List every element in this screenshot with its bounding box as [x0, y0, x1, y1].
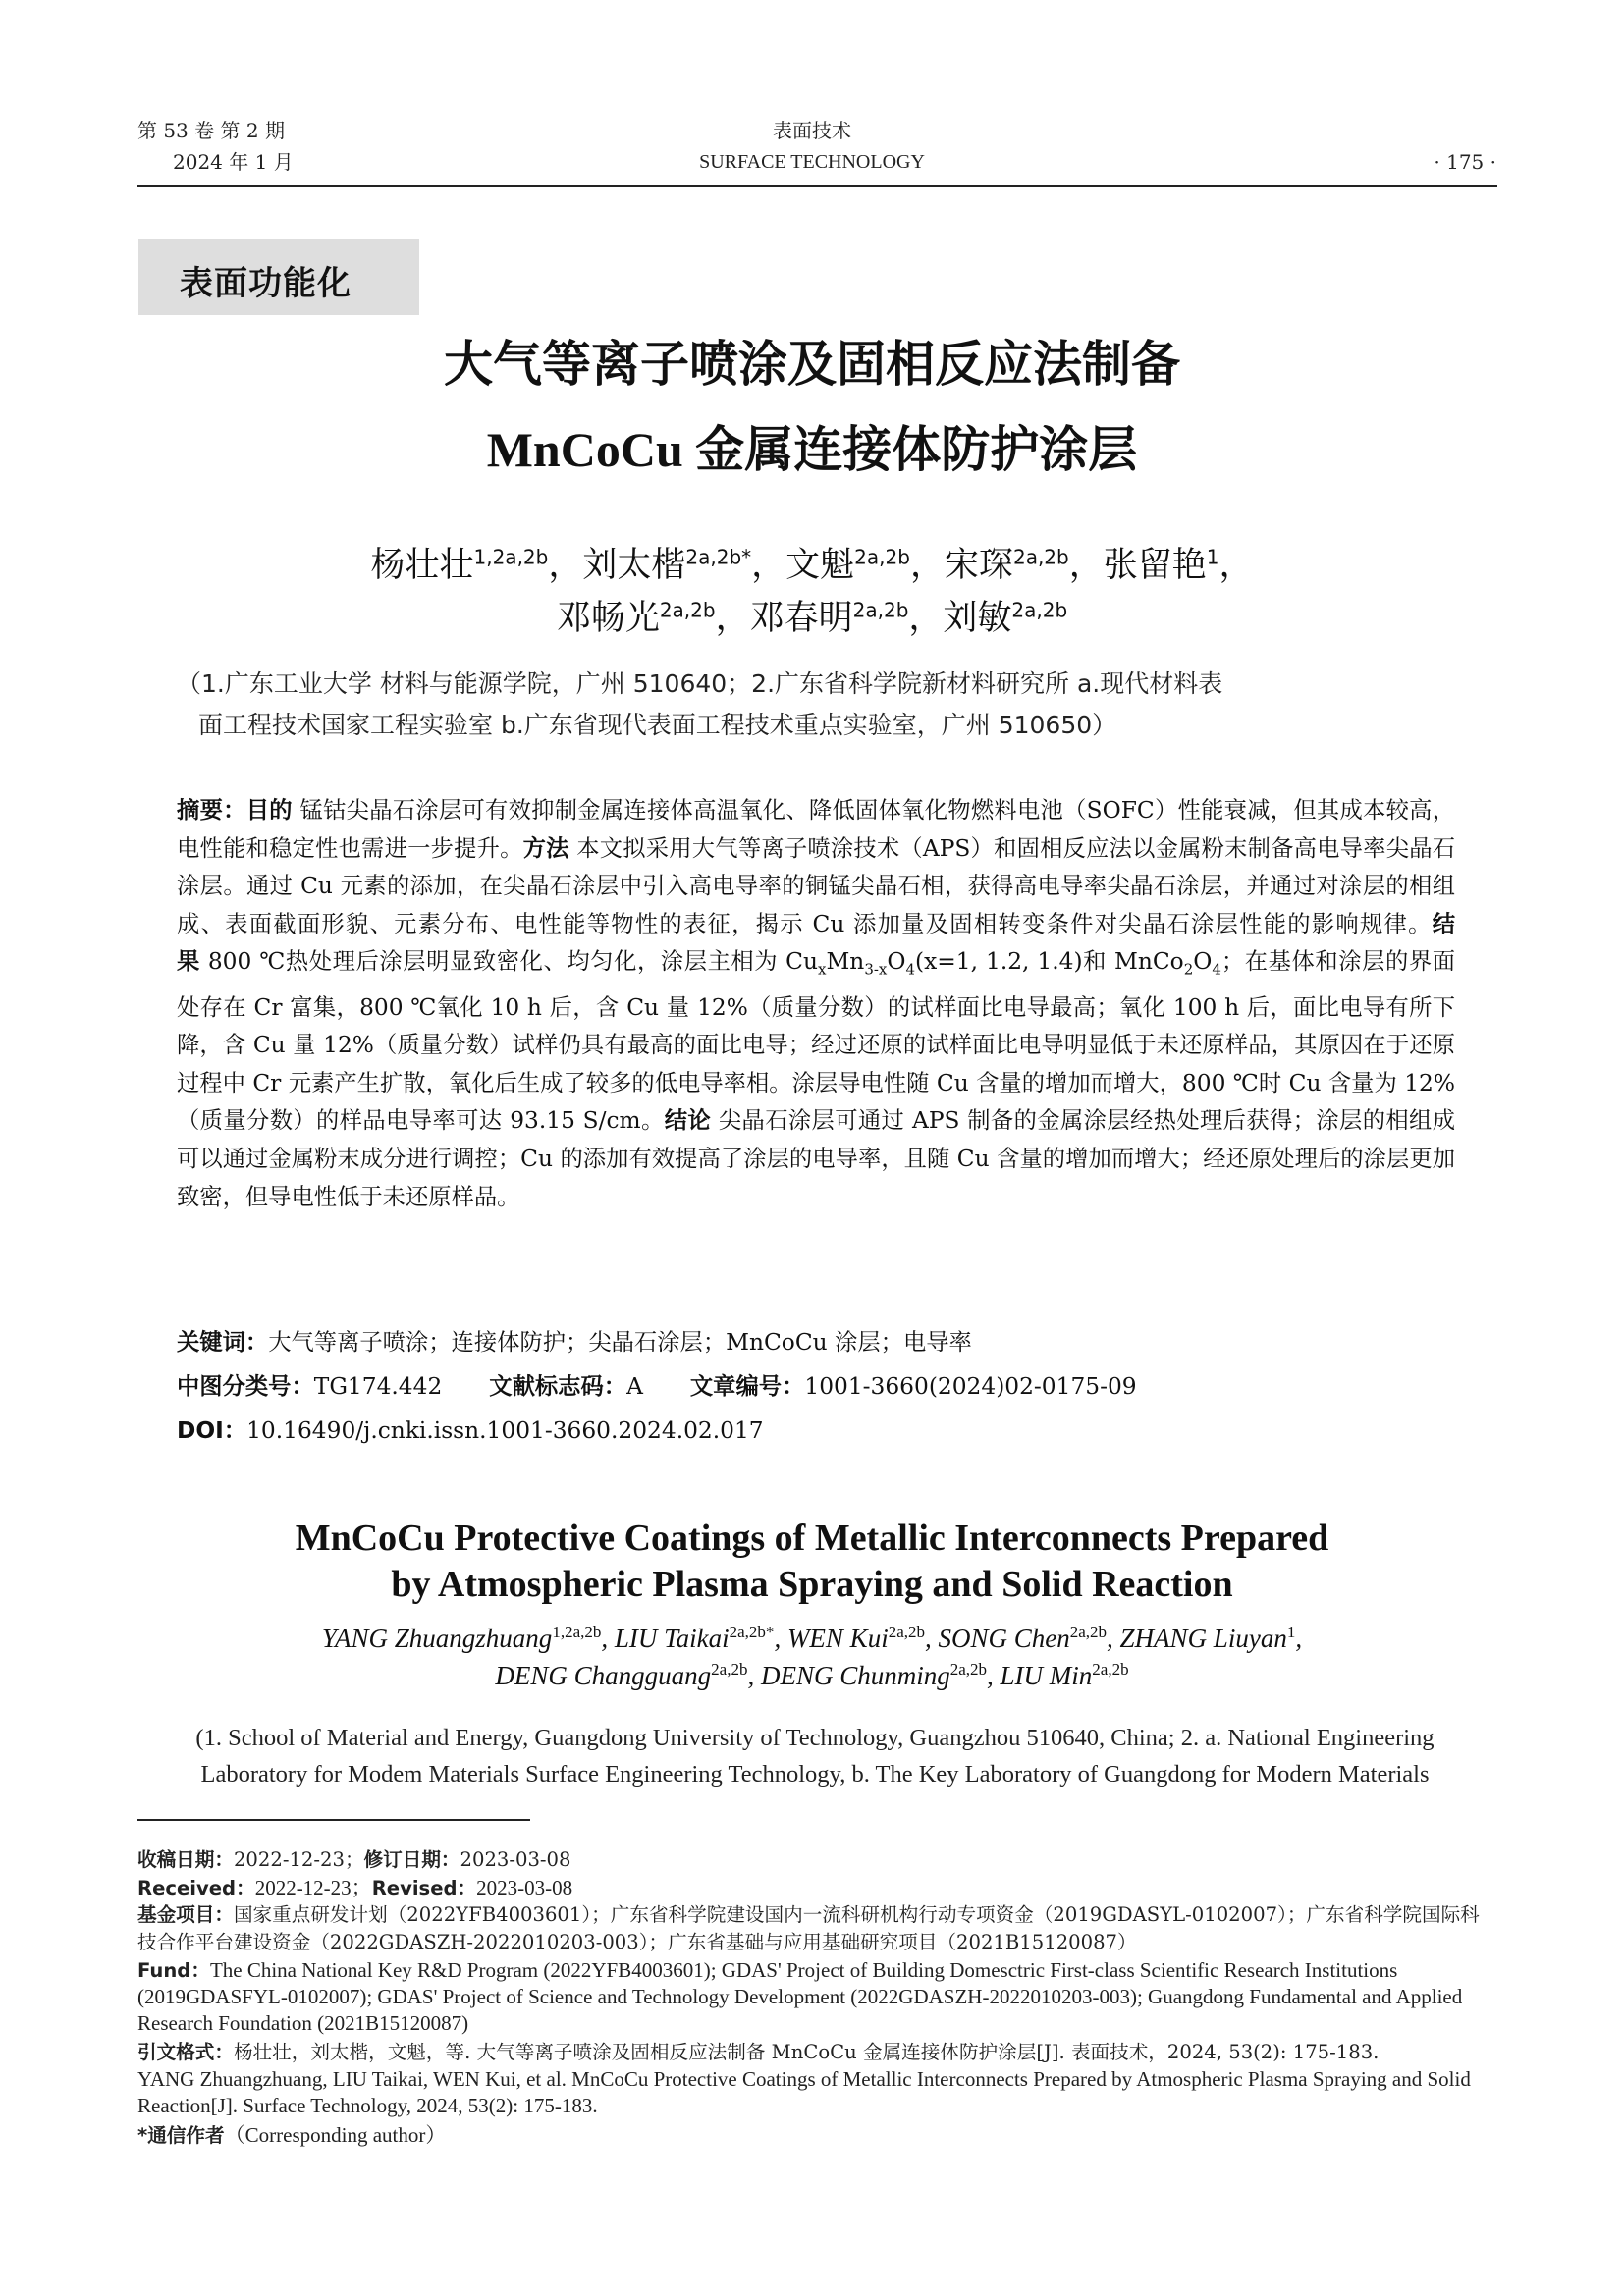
purpose-label: 目的 [245, 797, 293, 824]
author-separator: ， [751, 546, 786, 585]
citation-cn [137, 2039, 1498, 2066]
method-label: 方法 [522, 834, 569, 862]
revised-cn-value: 2023-03-08 [460, 1848, 571, 1871]
received-cn-label: 收稿日期： [137, 1848, 234, 1871]
abstract [177, 792, 1455, 1216]
author-name: 宋琛 [944, 546, 1013, 585]
article-no-label: 文章编号： [689, 1373, 805, 1400]
author-affiliation-mark: 2a,2b [852, 598, 909, 622]
issue-date: 2024 年 1 月 [173, 150, 294, 174]
affiliation-en [177, 1720, 1453, 1792]
abstract-method: 本文拟采用大气等离子喷涂技术（APS）和固相反应法以金属粉末制备高电导率尖晶石涂层。通过 Cu 元素的添加，在尖晶石涂层中引入高电导率的铜锰尖晶石相，获得高电导率尖晶石涂层，并通过对涂层的相组成、表面截面形貌、元素分布、电性能等物性的表征，揭示 Cu 添加量及固相转变条件对尖晶石涂层性能的影响规律。 [177, 834, 1456, 937]
corresponding-label: *通信作者 [137, 2124, 225, 2147]
authors-en-line1 [0, 1620, 1624, 1657]
classification [177, 1370, 1137, 1404]
fund-en-label: Fund： [137, 1959, 210, 1982]
category-tag [138, 239, 419, 315]
fund-en-text: The China National Key R&D Program (2022YFB4003601); GDAS' Project of Building Domesctric First-class Scientific Research Institutions (2019GDASFYL-0102007); GDAS' Project of Science and Technology Development (2022GDASZH-2022010203-003); Guangdong Fundamental and Applied Research Foundation (2021B15120087) [137, 1958, 1463, 2035]
abstract-purpose: 锰钴尖晶石涂层可有效抑制金属连接体高温氧化、降低固体氧化物燃料电池（SOFC）性能衰减，但其成本较高，电性能和稳定性也需进一步提升。 [177, 797, 1456, 862]
author-affiliation-mark: 2a,2b [888, 1623, 925, 1641]
affiliation-cn-line1: （1.广东工业大学 材料与能源学院，广州 510640；2.广东省科学院新材料研究所 a.现代材料表 [177, 669, 1223, 698]
footnote-rule [137, 1819, 530, 1821]
received-cn [137, 1846, 1498, 1874]
author-separator: , [925, 1624, 939, 1653]
abstract-result-c: O [887, 948, 906, 976]
journal-name-en: SURFACE TECHNOLOGY [699, 151, 925, 173]
author-affiliation-mark: 2a,2b [949, 1660, 988, 1679]
citation-cn-text: 杨壮壮，刘太楷，文魁，等. 大气等离子喷涂及固相反应法制备 MnCoCu 金属连接体防护涂层[J]. 表面技术，2024, 53(2): 175-183. [233, 2041, 1380, 2063]
sub-3x: 3-x [864, 961, 888, 980]
author-affiliation-mark: 1,2a,2b [473, 545, 549, 569]
citation-cn-label: 引文格式： [137, 2041, 234, 2063]
title-cn-line1: 大气等离子喷涂及固相反应法制备 [444, 336, 1180, 393]
corresponding-author [137, 2121, 1498, 2150]
author-separator: ， [715, 599, 750, 638]
author-affiliation-mark: 2a,2b [711, 1660, 748, 1679]
result-label: 结果 [177, 910, 1455, 976]
clc-value: TG174.442 [313, 1373, 443, 1400]
received-cn-value: 2022-12-23； [233, 1848, 364, 1871]
clc-label: 中图分类号： [177, 1373, 314, 1400]
revised-cn-label: 修订日期： [363, 1848, 460, 1871]
keywords [177, 1326, 972, 1360]
author-name: SONG Chen [938, 1624, 1070, 1653]
abstract-result-f: ；在基体和涂层的界面处存在 Cr 富集，800 ℃氧化 10 h 后，含 Cu 量 12%（质量分数）的试样面比电导最高；氧化 100 h 后，面比电导有所下降，含 Cu 量 12%（质量分数）试样仍具有最高的面比电导；经过还原的试样面比电导明显低于未还原样品，其原因在于还原过程中 Cr 元素产生扩散，氧化后生成了较多的低电导率相。涂层导电性随 Cu 含量的增加而增大，800 ℃时 Cu 含量为 12%（质量分数）的样品电导率可达 93.15 S/cm。 [177, 948, 1456, 1135]
affiliation-en-line2: Laboratory for Modem Materials Surface Engineering Technology, b. The Key Laboratory of Guangdong for Modern Materials [200, 1761, 1430, 1788]
author-separator: , [774, 1624, 787, 1653]
author-name: 文魁 [785, 546, 855, 585]
keywords-text: 大气等离子喷涂；连接体防护；尖晶石涂层；MnCoCu 涂层；电导率 [268, 1329, 972, 1356]
author-affiliation-mark: 1 [1286, 1623, 1296, 1641]
author-separator: , [1107, 1624, 1120, 1653]
received-en-value: 2022-12-23； [254, 1876, 372, 1899]
author-name: 刘太楷 [582, 546, 686, 585]
author-affiliation-mark: 2a,2b [659, 598, 716, 622]
author-separator: , [1295, 1624, 1303, 1653]
doi-value: 10.16490/j.cnki.issn.1001-3660.2024.02.017 [246, 1417, 764, 1444]
journal-name-cn: 表面技术 [773, 119, 851, 142]
keywords-label: 关键词： [177, 1329, 269, 1356]
author-separator: ， [908, 599, 944, 638]
author-affiliation-mark: 2a,2b [1092, 1660, 1129, 1679]
author-name: DENG Chunming [760, 1661, 950, 1690]
abstract-result-d: (x=1, 1.2, 1.4)和 MnCo [915, 948, 1184, 976]
author-affiliation-mark: 1 [1206, 545, 1219, 569]
abstract-result-a: 800 ℃热处理后涂层明显致密化、均匀化，涂层主相为 Cu [207, 948, 818, 976]
title-en-line1: MnCoCu Protective Coatings of Metallic Interconnects Prepared [295, 1518, 1329, 1559]
sub-4b: 4 [1212, 961, 1221, 980]
abstract-label: 摘要： [177, 797, 246, 824]
page-number: · 175 · [1434, 150, 1496, 174]
citation-en [137, 2066, 1498, 2119]
abstract-conclusion: 尖晶石涂层可通过 APS 制备的金属涂层经热处理后获得；涂层的相组成可以通过金属粉末成分进行调控；Cu 的添加有效提高了涂层的电导率，且随 Cu 含量的增加而增大；经还原处理后的涂层更加致密，但导电性低于未还原样品。 [177, 1107, 1456, 1210]
author-name: 张留艳 [1103, 546, 1207, 585]
received-en [137, 1874, 1498, 1902]
authors-en-line2 [0, 1657, 1624, 1694]
author-affiliation-mark: 2a,2b [1069, 1623, 1108, 1641]
corresponding-text: （Corresponding author） [224, 2123, 447, 2147]
volume-issue: 第 53 卷 第 2 期 [137, 119, 285, 142]
abstract-result-e: O [1193, 948, 1213, 976]
author-name: 杨壮壮 [370, 546, 474, 585]
sub-x: x [817, 961, 827, 980]
author-separator: , [747, 1661, 761, 1690]
author-affiliation-mark: 2a,2b* [729, 1623, 775, 1641]
authors-cn-line1 [0, 538, 1624, 587]
sub-4: 4 [905, 961, 916, 980]
author-separator: ， [1218, 546, 1254, 585]
abstract-result-b: Mn [826, 948, 865, 976]
author-separator: ， [909, 546, 945, 585]
authors-cn-line2 [0, 591, 1624, 640]
author-affiliation-mark: 2a,2b [1011, 598, 1068, 622]
doi-label: DOI： [177, 1417, 247, 1444]
revised-en-value: 2023-03-08 [476, 1876, 573, 1899]
revised-en-label: Revised： [371, 1877, 477, 1899]
sub-2: 2 [1183, 961, 1194, 980]
title-en-line2: by Atmospheric Plasma Spraying and Solid Reaction [391, 1564, 1233, 1605]
fund-cn-label: 基金项目： [137, 1903, 234, 1926]
author-name: YANG Zhuangzhuang [321, 1624, 553, 1653]
fund-en [137, 1957, 1498, 2037]
author-affiliation-mark: 2a,2b [854, 545, 910, 569]
fund-cn-text: 国家重点研发计划（2022YFB4003601）；广东省科学院建设国内一流科研机构行动专项资金（2019GDASYL-0102007）；广东省科学院国际科技合作平台建设资金（2022GDASZH-2022010203-003）；广东省基础与应用基础研究项目（2021B15120087） [137, 1903, 1480, 1953]
category-label: 表面功能化 [180, 264, 352, 303]
author-name: 邓畅光 [556, 599, 660, 638]
author-affiliation-mark: 1,2a,2b [552, 1623, 602, 1641]
article-no-value: 1001-3660(2024)02-0175-09 [804, 1373, 1137, 1400]
author-separator: ， [548, 546, 583, 585]
conclusion-label: 结论 [664, 1107, 712, 1135]
received-en-label: Received： [137, 1877, 255, 1899]
author-name: 邓春明 [749, 599, 853, 638]
author-separator: , [601, 1624, 615, 1653]
doc-code-label: 文献标志码： [489, 1373, 627, 1400]
affiliation-cn-line2: 面工程技术国家工程实验室 b.广东省现代表面工程技术重点实验室，广州 510650） [198, 711, 1117, 739]
author-separator: ， [1068, 546, 1104, 585]
affiliation-cn [177, 664, 1453, 746]
header-rule [137, 185, 1497, 187]
fund-cn [137, 1901, 1498, 1956]
author-affiliation-mark: 2a,2b* [685, 545, 752, 569]
doi [177, 1415, 764, 1448]
author-name: 刘敏 [943, 599, 1012, 638]
doc-code-value: A [626, 1373, 643, 1400]
author-affiliation-mark: 2a,2b [1012, 545, 1069, 569]
title-cn-line2: MnCoCu 金属连接体防护涂层 [486, 422, 1138, 477]
author-name: LIU Min [1000, 1661, 1093, 1690]
author-separator: , [987, 1661, 1001, 1690]
affiliation-en-line1: (1. School of Material and Energy, Guangdong University of Technology, Guangzhou 510640, China; 2. a. National Engineering [195, 1725, 1435, 1751]
author-name: WEN Kui [786, 1624, 889, 1653]
citation-en-text: YANG Zhuangzhuang, LIU Taikai, WEN Kui, et al. MnCoCu Protective Coatings of Metallic Interconnects Prepared by Atmospheric Plasma Spraying and Solid Reaction[J]. Surface Technology, 2024, 53(2): 175-183. [137, 2067, 1471, 2117]
author-name: DENG Changguang [495, 1661, 712, 1690]
author-name: ZHANG Liuyan [1119, 1624, 1287, 1653]
author-name: LIU Taikai [614, 1624, 730, 1653]
